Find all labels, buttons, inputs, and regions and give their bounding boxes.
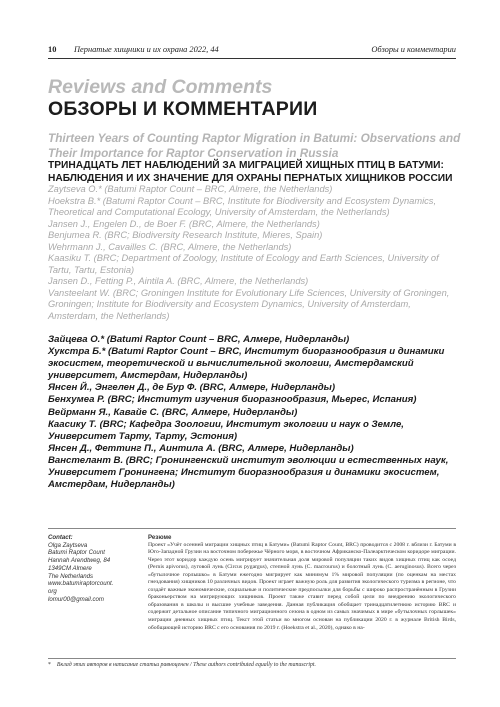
footnote (48, 662, 456, 668)
footnote-text: Вклад этих авторов в написание статьи равноценен / These authors contributed equally to the manuscript. (56, 662, 316, 668)
header-divider (48, 58, 456, 59)
running-header (48, 45, 456, 57)
author-entry: Янсен Й., Энгелен Д., де Бур Ф. (BRC, Алмере, Нидерланды) (48, 382, 336, 394)
columns-divider (48, 528, 456, 529)
author-entry: Каасику Т. (BRC; Кафедра Зоологии, Институт экологии и наук о Земле, Университет Тарту, Тарту, Эстония) (48, 418, 404, 442)
author-entry: Kaasiku T. (BRC; Department of Zoology, Institute of Ecology and Earth Sciences, University of Tartu, Tartu, Estonia) (48, 253, 439, 275)
abstract-label: Резюме (148, 534, 172, 541)
page-number: 10 (48, 45, 57, 54)
journal-title: Пернатые хищники и их охрана 2022, 44 (74, 45, 219, 54)
contact-website[interactable]: www.batumiraptorcount. (48, 580, 114, 588)
authors-list-en (48, 184, 460, 323)
author-entry: Янсен Д., Феттинг П., Аинтила А. (BRC, Алмере, Нидерланды) (48, 442, 354, 454)
author-entry: Zaytseva O.* (Batumi Raptor Count – BRC, Almere, the Netherlands) (48, 184, 333, 194)
contact-country: The Netherlands (48, 572, 94, 580)
contact-email[interactable]: lomur00@gmail.com (48, 595, 104, 603)
contact-website-cont[interactable]: org (48, 587, 57, 595)
contact-organization: Batumi Raptor Count (48, 549, 105, 557)
contact-label: Contact: (48, 534, 73, 541)
article-title-en: Thirteen Years of Counting Raptor Migration in Batumi: Observations and Their Importance for Raptor Conservation in Russia (48, 131, 461, 160)
authors-list-ru (48, 334, 460, 491)
contact-city: 1349CM Almere (48, 564, 92, 572)
author-entry: Jansen J., Engelen D., de Boer F. (BRC, Almere, the Netherlands) (48, 218, 320, 229)
author-entry: Wehrmann J., Cavailles C. (BRC, Almere, the Netherlands) (48, 241, 292, 252)
author-entry: Бенхумеа Р. (BRC; Институт изучения биоразнообразия, Мьерес, Испания) (48, 394, 417, 406)
author-entry: Хукстра Б.* (Batumi Raptor Count – BRC, Институт биоразнообразия и динамики экосистем, теоретической и вычислительной экологии, Амстердамский университет, Амстердам, Нидерланды) (48, 346, 445, 382)
contact-name: Olga Zaytseva (48, 541, 88, 549)
author-entry: Зайцева О.* (Batumi Raptor Count – BRC, Алмере, Нидерланды) (48, 334, 350, 345)
contact-street: Hannah Arendtweg, 84 (48, 557, 111, 565)
footnote-mark: * (48, 662, 51, 668)
section-name: Обзоры и комментарии (371, 45, 456, 54)
contact-block (48, 534, 140, 603)
article-title-ru: ТРИНАДЦАТЬ ЛЕТ НАБЛЮДЕНИЙ ЗА МИГРАЦИЕЙ ХИЩНЫХ ПТИЦ В БАТУМИ: НАБЛЮДЕНИЯ И ИХ ЗНАЧЕНИЕ ДЛЯ ОХРАНЫ ПЕРНАТЫХ ХИЩНИКОВ РОССИИ (48, 160, 453, 184)
author-entry: Вейрманн Я., Кавайе С. (BRC, Алмере, Нидерланды) (48, 406, 298, 418)
author-entry: Benjumea R. (BRC; Biodiversity Research Institute, Mieres, Spain) (48, 230, 323, 241)
abstract-text: Проект «Учёт осенней миграции хищных птиц в Батуми» (Batumi Raptor Count, BRC) проводится с 2008 г. вблизи г. Батуми в Юго-Западной Грузии на восточном побережье Чёрного моря, в восточном Африканско-Палеарктическом коридоре миграции. Через этот коридор каждую осень мигрирует значительная доля мировой популяции таких видов хищных птиц как осоед (Pernis apivorus), луговой лунь (Circus pygargus), степной лунь (C. macrourus) и болотный лунь (C. aeruginosus). Всего через «бутылочное горлышко» в Батуми ежегодно мигрирует как минимум 1% мировой популяции (по оценкам на местах гнездования) хищников 10 различных видов. Проект играет важную роль для развития экологического туризма в регионе, что создаёт важные экономические, социальные и политические предпосылки для борьбы с широко распространённым в Грузии браконьерством на мигрирующих хищников. Проект также ставит перед собой цели по внедрению экологического образования в школы и высшие учебные заведения. Данная публикация обобщает тринадцатилетнюю историю BRC и содержит детальное описание типичного миграционного сезона в одном из самых значимых в мире «бутылочных горлышек» миграции дневных хищных птиц. Текст этой статьи во многом основан на публикации 2020 г. в журнале British Birds, обобщающей историю BRC с его основания по 2019 г. (Hoekstra et al., 2020), однако в на- (148, 541, 456, 631)
author-entry: Hoekstra B.* (Batumi Raptor Count – BRC, Institute for Biodiversity and Ecosystem Dynamics, Theoretical and Computational Ecology, University of Amsterdam, the Netherlands) (48, 195, 437, 218)
author-entry: Vansteelant W. (BRC; Groningen Institute for Evolutionary Life Sciences, University of Groningen, Groningen; Institute for Biodiversity and Ecosystem Dynamics, University of Amsterdam, Amsterdam, the Netherlands) (48, 287, 450, 322)
section-title-ru: ОБЗОРЫ И КОММЕНТАРИИ (48, 98, 318, 120)
footnote-divider (48, 658, 456, 659)
author-entry: Ванстелант В. (BRC; Гронингенский институт эволюции и естественных наук, Университет Гронингена; Институт биоразнообразия и динамики экосистем, Амстердам, Нидерланды) (48, 454, 449, 491)
abstract-block (148, 534, 456, 632)
author-entry: Jansen D., Fetting P., Aintila A. (BRC, Almere, the Netherlands) (48, 276, 309, 287)
section-title-en: Reviews and Comments (48, 76, 273, 98)
